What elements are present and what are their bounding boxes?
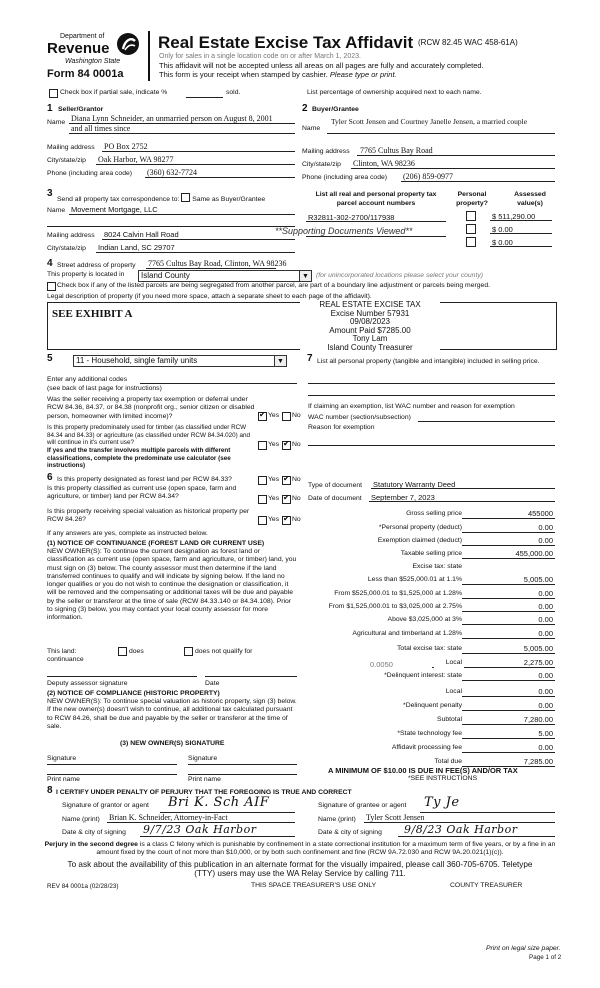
grantee-name[interactable]: Tyler Scott Jensen <box>366 813 425 822</box>
tax-row-leader <box>462 584 464 585</box>
perjury-body: is a class C felony which is punishable by confinement in a state correctional institution for a maximum term of five years, or by a fine in an amount fixed by the court of not more than $10,000, or by both such confinement and fine (RCW 9A.72.030 and RCW 9A.20.021(1)(c)). <box>96 841 556 856</box>
owner-print-field-1[interactable] <box>47 774 177 775</box>
assessed-value-2[interactable]: $ 0.00 <box>492 225 513 234</box>
street-address-label: Street address of property <box>57 262 136 269</box>
buyer-name-label: Name <box>302 125 321 132</box>
page-title: Real Estate Excise Tax Affidavit <box>158 33 414 52</box>
corr-name[interactable]: Movement Mortgage, LLC <box>71 205 158 214</box>
legal-desc-label: Legal description of property (if you need more space, attach a separate sheet to each page of the affidavit). <box>47 293 372 300</box>
forest-question: Is this property designated as forest land per RCW 84.33? <box>57 476 232 483</box>
tax-row-field[interactable] <box>464 624 555 625</box>
tax-row-label: From $525,000.01 to $1,525,000 at 1.28% <box>334 590 462 597</box>
segregated-checkbox[interactable] <box>47 282 56 291</box>
tax-row-value[interactable]: 455,000.00 <box>515 549 553 558</box>
buyer-city[interactable]: Clinton, WA 98236 <box>353 159 415 168</box>
corr-city[interactable]: Indian Land, SC 29707 <box>98 243 175 252</box>
personal-prop-checkbox-1[interactable] <box>466 211 476 221</box>
tax-row-label: Subtotal <box>437 716 462 723</box>
treasurer-stamp <box>300 301 440 353</box>
current-use-question: Is this property classified as current use (open space, farm and agriculture, or timber) land per RCW 84.34? <box>47 485 237 501</box>
deputy-signature-label: Deputy assessor signature <box>47 680 128 687</box>
tax-row-label: Taxable selling price <box>400 550 462 557</box>
timber-no-label: No <box>292 441 301 448</box>
buyer-city-line <box>351 168 555 169</box>
subtitle-3 <box>159 70 397 79</box>
tax-row-value[interactable]: 455000 <box>527 509 553 518</box>
buyer-name-line <box>327 133 555 134</box>
deputy-date-label: Date <box>205 680 220 687</box>
seller-mailing-line <box>102 151 295 152</box>
page-number: Page 1 of 2 <box>529 954 562 961</box>
segregated-label: Check box if any of the listed parcels are being segregated from another parcel, are part of a boundary line adjustment or parcels being merged. <box>57 282 490 289</box>
additional-codes-label: Enter any additional codes <box>47 376 128 383</box>
doc-date-label: Date of document <box>308 495 362 502</box>
reason-line[interactable] <box>308 445 555 446</box>
tax-row-leader <box>462 724 464 725</box>
seller-city[interactable]: Oak Harbor, WA 98277 <box>98 155 174 164</box>
assessed-col-header: Assessed value(s) <box>514 191 546 207</box>
additional-codes-note: (see back of last page for instructions) <box>47 385 162 392</box>
forest-yes-checkbox[interactable] <box>258 476 267 485</box>
tax-row-label: From $1,525,000.01 to $3,025,000 at 2.75% <box>328 603 462 610</box>
doc-date[interactable]: September 7, 2023 <box>371 493 435 502</box>
tax-row-value[interactable]: 0.00 <box>538 589 553 598</box>
timber-yes-label: Yes <box>268 441 280 448</box>
tax-row-value[interactable]: 0.00 <box>538 671 553 680</box>
forest-no-label: No <box>292 476 301 483</box>
grantor-date-line <box>140 836 295 837</box>
grantor-signature-label: Signature of grantor or agent <box>62 802 149 809</box>
additional-codes-field[interactable] <box>140 383 297 384</box>
corr-city-line <box>96 252 295 253</box>
partial-sale-label: Check box if partial sale, indicate % <box>60 89 168 96</box>
deputy-date-field[interactable] <box>205 676 297 677</box>
historic-yes-checkbox[interactable] <box>258 516 267 525</box>
buyer-phone-line <box>401 181 555 182</box>
use-code-select[interactable] <box>73 355 287 367</box>
exemption-claim-label: If claiming an exemption, list WAC number and reason for exemption <box>308 403 515 410</box>
tax-row-leader <box>462 624 464 625</box>
tax-row-value[interactable]: 5,005.00 <box>523 644 553 653</box>
continuance-label: continuance <box>47 656 84 663</box>
timber-note: If yes and the transfer involves multiple parcels with different classifications, complete the predominate use calculator (see instructions) <box>47 447 231 470</box>
grantor-signature[interactable]: Bri K. Sch AIF <box>168 795 270 810</box>
treasurer-use-label: THIS SPACE TREASURER'S USE ONLY <box>251 882 377 889</box>
grantee-date-line <box>398 836 555 837</box>
supporting-docs-note: **Supporting Documents Viewed** <box>275 226 413 236</box>
tax-row-value[interactable]: 0.00 <box>538 536 553 545</box>
exemption-question: Was the seller receiving a property tax exemption or deferral under RCW 84.36, 84.37, or 84.38 (nonprofit org., senior citizen or disabled person, homeowner with limited income)? <box>47 396 255 420</box>
revision-label: REV 84 0001a (02/28/23) <box>47 883 119 890</box>
exempt-no-label: No <box>292 412 301 419</box>
grantor-name-label: Name (print) <box>62 816 100 823</box>
seller-city-line <box>96 164 295 165</box>
tax-row-value[interactable]: 2,275.00 <box>523 658 553 667</box>
buyer-phone[interactable]: (206) 859-0977 <box>403 172 453 181</box>
exempt-yes-checkbox[interactable] <box>258 412 267 421</box>
tax-row-label: Total due <box>434 758 462 765</box>
personal-prop-checkbox-2[interactable] <box>466 224 476 234</box>
current-yes-checkbox[interactable] <box>258 495 267 504</box>
tax-row-value[interactable]: 0.00 <box>538 701 553 710</box>
subtitle-2: This affidavit will not be accepted unless all areas on all pages are fully and accurately completed. <box>159 61 484 70</box>
tax-row-label: Exemption claimed (deduct) <box>377 537 462 544</box>
partial-sold-label: sold. <box>226 89 241 96</box>
buyer-mailing-label: Mailing address <box>302 148 350 155</box>
notice-3-heading: (3) NEW OWNER(S) SIGNATURE <box>120 740 225 747</box>
section-1-number: 1 <box>47 103 53 114</box>
legal-desc-text[interactable]: SEE EXHIBIT A <box>52 308 133 320</box>
tax-row-leader <box>462 558 464 559</box>
grantee-signature[interactable]: Ty Je <box>424 795 460 810</box>
tax-row-field[interactable] <box>464 518 555 519</box>
section-5-number: 5 <box>47 353 53 364</box>
personal-property-line-1[interactable] <box>308 383 555 384</box>
parcel-1-line <box>306 221 446 222</box>
personal-property-label: List all personal property (tangible and intangible) included in selling price. <box>317 358 540 365</box>
forest-no-checkbox[interactable] <box>282 476 291 485</box>
tax-row-field[interactable] <box>464 532 555 533</box>
assessed-value-3[interactable]: $ 0.00 <box>492 238 513 247</box>
forest-yes-label: Yes <box>268 476 280 483</box>
does-checkbox[interactable] <box>118 647 127 656</box>
if-yes-note: If any answers are yes, complete as instructed below. <box>47 530 208 537</box>
tax-row-value[interactable]: 0.00 <box>538 629 553 638</box>
buyer-mailing[interactable]: 7765 Cultus Bay Road <box>360 146 433 155</box>
tax-row-value[interactable]: 0.00 <box>538 743 553 752</box>
does-label: does <box>129 648 144 655</box>
parcel-col-header: List all real and personal property tax parcel account numbers <box>315 191 437 207</box>
street-address[interactable]: 7765 Cultus Bay Road, Clinton, WA 98236 <box>148 259 287 268</box>
grantee-date-city[interactable]: 9/8/23 Oak Harbor <box>404 823 518 836</box>
owner-signature-label-2: Signature <box>188 755 218 762</box>
perjury-heading: Perjury in the second degree <box>44 841 138 848</box>
seller-phone-label: Phone (including area code) <box>47 170 133 177</box>
corr-mailing[interactable]: 8024 Calvin Hall Road <box>104 230 179 239</box>
does-not-checkbox[interactable] <box>184 647 193 656</box>
tax-row-leader <box>462 752 464 753</box>
county-select-value: Island County <box>141 271 190 280</box>
stamp-line-2: Excise Number 57931 <box>330 308 410 318</box>
tax-row-leader <box>462 638 464 639</box>
doc-type[interactable]: Statutory Warranty Deed <box>373 480 456 489</box>
tax-row-field[interactable] <box>464 738 555 739</box>
corr-name-line-2 <box>47 226 295 227</box>
tax-row-field[interactable] <box>464 653 555 654</box>
tax-row-leader <box>462 518 464 519</box>
doc-type-line <box>371 488 555 489</box>
historic-no-checkbox[interactable] <box>282 516 291 525</box>
certify-heading: I CERTIFY UNDER PENALTY OF PERJURY THAT THE FOREGOING IS TRUE AND CORRECT <box>56 789 352 796</box>
county-treasurer-label: COUNTY TREASURER <box>450 882 523 889</box>
tax-row-value[interactable]: 7,280.00 <box>523 715 553 724</box>
tax-row-label: Excise tax: state <box>412 563 462 570</box>
historic-no-label: No <box>292 516 301 523</box>
tax-row-label: Local <box>445 659 462 666</box>
timber-question: Is this property predominately used for timber (as classified under RCW 84.34 and 84.33) or agriculture (as classified under RCW 84.34.020) and will continue in it's current use? <box>47 424 251 447</box>
tax-row-leader <box>462 696 464 697</box>
deputy-signature-field[interactable] <box>47 676 197 677</box>
seller-name-label: Name <box>47 119 66 126</box>
section-6-number: 6 <box>47 472 53 483</box>
seller-phone-line <box>145 177 295 178</box>
grantee-signature-line <box>420 812 555 813</box>
tax-row-leader <box>462 532 464 533</box>
alt-format-line-1: To ask about the availability of this publication in an alternate format for the visually impaired, please call 360-705-6705. Teletype <box>67 860 533 869</box>
tax-row-value[interactable]: 0.00 <box>538 615 553 624</box>
rcw-reference: (RCW 82.45 WAC 458-61A) <box>418 38 518 47</box>
timber-no-checkbox[interactable] <box>282 441 291 450</box>
notice-1-heading: (1) NOTICE OF CONTINUANCE (FOREST LAND OR CURRENT USE) <box>47 540 265 547</box>
tax-row-field[interactable] <box>464 558 555 559</box>
correspondence-heading <box>57 192 265 203</box>
revenue-logo-icon <box>116 32 140 58</box>
parcel-2-line <box>306 236 446 237</box>
current-yes-label: Yes <box>268 495 280 502</box>
wac-label: WAC number (section/subsection) <box>308 414 411 421</box>
seller-phone[interactable]: (360) 632-7724 <box>147 168 197 177</box>
seller-heading: Seller/Grantor <box>58 106 104 113</box>
doc-date-line <box>369 501 555 502</box>
alt-format-note <box>40 860 560 878</box>
assessed-line-3 <box>490 246 552 247</box>
tax-row-field[interactable] <box>464 710 555 711</box>
tax-row-label: Local <box>445 688 462 695</box>
owner-print-field-2[interactable] <box>188 774 297 775</box>
tax-row-field[interactable] <box>464 638 555 639</box>
section-7-number: 7 <box>307 353 313 364</box>
wac-field[interactable] <box>418 421 555 422</box>
assessed-line-2 <box>490 233 552 234</box>
buyer-name[interactable]: Tyler Scott Jensen and Courtney Janelle Jensen, a married couple <box>331 117 528 126</box>
tax-row-field[interactable] <box>464 667 555 668</box>
grantor-date-city[interactable]: 9/7/23 Oak Harbor <box>143 823 257 836</box>
tax-row-leader <box>462 611 464 612</box>
reason-label: Reason for exemption <box>308 424 375 431</box>
tax-row-label: Total excise tax: state <box>397 645 462 652</box>
stamp-line-5: Tony Lam <box>352 334 388 344</box>
section-2-number: 2 <box>302 103 308 114</box>
tax-row-leader <box>462 545 464 546</box>
assessed-line-1 <box>490 220 552 221</box>
tax-row-label: Affidavit processing fee <box>391 744 462 751</box>
exempt-no-checkbox[interactable] <box>282 412 291 421</box>
county-hint: (for unincorporated locations please select your county) <box>316 272 483 279</box>
buyer-city-label: City/state/zip <box>302 161 341 168</box>
subtitle-1: Only for sales in a single location code on or after March 1, 2023. <box>159 53 361 60</box>
tax-row-value[interactable]: 7,285.00 <box>523 757 553 766</box>
seller-name-line-2 <box>69 133 295 134</box>
tax-row-leader <box>462 710 464 711</box>
current-no-label: No <box>292 495 301 502</box>
personal-prop-checkbox-3[interactable] <box>466 237 476 247</box>
tax-row-field[interactable] <box>464 696 555 697</box>
partial-percent-field[interactable] <box>186 97 223 98</box>
receipt-note: This form is your receipt when stamped by cashier. <box>159 70 328 79</box>
tax-row-label: *Personal property (deduct) <box>378 524 462 531</box>
corr-name-label: Name <box>47 207 66 214</box>
form-number: Form 84 0001a <box>47 68 124 80</box>
doc-type-label: Type of document <box>308 482 363 489</box>
current-no-checkbox[interactable] <box>282 495 291 504</box>
county-select[interactable] <box>138 270 312 282</box>
tax-row-label: Above $3,025,000 at 3% <box>387 616 462 623</box>
timber-yes-checkbox[interactable] <box>258 441 267 450</box>
buyer-heading: Buyer/Grantee <box>312 106 359 113</box>
type-print-note: Please type or print. <box>329 70 397 79</box>
tax-row-label: Gross selling price <box>406 510 462 517</box>
tax-row-label: *Delinquent interest: state <box>384 672 462 679</box>
tax-row-field[interactable] <box>464 724 555 725</box>
ownership-note: List percentage of ownership acquired next to each name. <box>307 89 482 96</box>
street-address-line <box>146 268 276 269</box>
same-as-buyer-label: Same as Buyer/Grantee <box>192 196 266 203</box>
tax-row-leader <box>462 738 464 739</box>
owner-signature-field-2[interactable] <box>188 764 297 765</box>
owner-signature-field-1[interactable] <box>47 764 177 765</box>
alt-format-line-2: (TTY) users may use the WA Relay Service by calling 711. <box>194 869 406 878</box>
notice-2-body: NEW OWNER(S): To continue special valuation as historic property, sign (3) below. If the new owner(s) doesn't wish to continue, all additional tax calculated pursuant to RCW 84.26, shall be due and payable by the seller or transferor at the time of sale. <box>47 698 297 730</box>
grantee-date-label: Date & city of signing <box>318 829 382 836</box>
seller-mailing[interactable]: PO Box 2752 <box>104 142 148 151</box>
see-instructions: *SEE INSTRUCTIONS <box>408 775 478 782</box>
grantor-date-label: Date & city of signing <box>62 829 126 836</box>
notice-1-body: NEW OWNER(S): To continue the current designation as forest land or classification as current use (open space, farm and agriculture, or timber) land, you must sign on (3) below. The county assessor must then determine if the land transferred continues to qualify and will indicate by signing below. If the land no longer qualifies or you do not wish to continue the designation or classification, it will be removed and the compensating or additional taxes will be due and payable by the seller or transferor at the time of sale (RCW 84.33.140 or 84.34.108). Prior to signing (3) below, you may contact your local county assessor for more information. <box>47 548 297 622</box>
local-rate: 0.0050 <box>370 660 393 669</box>
corr-city-label: City/state/zip <box>47 245 86 252</box>
personal-col-header: Personal property? <box>456 191 488 207</box>
seller-mailing-label: Mailing address <box>47 144 95 151</box>
tax-row-value[interactable]: 0.00 <box>538 602 553 611</box>
historic-yes-label: Yes <box>268 516 280 523</box>
tax-row-leader <box>462 598 464 599</box>
tax-row-field[interactable] <box>464 545 555 546</box>
personal-property-line-2[interactable] <box>308 395 555 396</box>
owner-print-label-2: Print name <box>188 776 221 783</box>
seller-name-1[interactable]: Diana Lynn Schneider, an unmarried person on August 8, 2001 <box>71 114 273 123</box>
tax-row-label: *State technology fee <box>397 730 462 737</box>
grantee-name-label: Name (print) <box>318 816 356 823</box>
notice-2-heading: (2) NOTICE OF COMPLIANCE (HISTORIC PROPERTY) <box>47 690 220 697</box>
historic-question: Is this property receiving special valuation as historical property per RCW 84.26? <box>47 508 250 524</box>
grantor-name[interactable]: Brian K. Schneider, Attorney-in-Fact <box>109 813 228 822</box>
corr-mailing-label: Mailing address <box>47 232 95 239</box>
tax-row-label: Agricultural and timberland at 1.28% <box>352 630 462 637</box>
state-label: Washington State <box>65 58 121 65</box>
buyer-phone-label: Phone (including area code) <box>302 174 388 181</box>
does-not-label: does not qualify for <box>195 648 253 655</box>
correspondence-label: Send all property tax correspondence to: <box>57 196 180 203</box>
stamp-line-1: REAL ESTATE EXCISE TAX <box>319 300 421 309</box>
owner-print-label-1: Print name <box>47 776 80 783</box>
dept-of-label: Department of <box>60 33 105 40</box>
tax-row-field[interactable] <box>464 598 555 599</box>
tax-row-field[interactable] <box>464 752 555 753</box>
header-divider <box>148 31 150 81</box>
tax-row-label: Less than $525,000.01 at 1.1% <box>367 576 462 583</box>
use-code-value: 11 - Household, single family units <box>76 356 198 365</box>
perjury-note <box>40 841 560 857</box>
chevron-down-icon[interactable]: ▼ <box>299 271 311 281</box>
stamp-line-6: Island County Treasurer <box>327 342 413 352</box>
stamp-line-3: 09/08/2023 <box>349 317 391 327</box>
same-as-buyer-checkbox[interactable] <box>181 193 190 202</box>
owner-signature-label-1: Signature <box>47 755 77 762</box>
tax-row-field[interactable] <box>464 680 555 681</box>
section-8-number: 8 <box>47 785 53 796</box>
tax-row-label: *Delinquent penalty <box>403 702 462 709</box>
legal-paper-note: Print on legal size paper. <box>486 945 561 952</box>
tax-row-value[interactable]: 5,005.00 <box>523 575 553 584</box>
parcel-1[interactable]: R32811-302-2700/117938 <box>308 213 395 222</box>
tax-row-leader <box>462 653 464 654</box>
grantee-signature-label: Signature of grantee or agent <box>318 802 407 809</box>
seller-city-label: City/state/zip <box>47 157 86 164</box>
tax-row-value[interactable]: 0.00 <box>538 523 553 532</box>
corr-mailing-line <box>102 239 295 240</box>
tax-row-field[interactable] <box>464 611 555 612</box>
tax-row-value[interactable]: 5.00 <box>538 729 553 738</box>
located-label: This property is located in <box>47 271 125 278</box>
tax-row-leader <box>462 680 464 681</box>
chevron-down-icon[interactable]: ▼ <box>274 356 286 366</box>
section-4-number: 4 <box>47 258 53 269</box>
buyer-mailing-line <box>357 155 555 156</box>
exempt-yes-label: Yes <box>268 412 280 419</box>
stamp-line-4: Amount Paid $7285.00 <box>329 325 411 335</box>
assessed-value-1[interactable]: $ 511,290.00 <box>492 212 536 221</box>
tax-row-leader <box>432 667 434 668</box>
corr-name-line <box>69 214 295 215</box>
minimum-note: A MINIMUM OF $10.00 IS DUE IN FEE(S) AND/OR TAX <box>328 766 518 775</box>
tax-row-field[interactable] <box>464 584 555 585</box>
tax-row-value[interactable]: 0.00 <box>538 687 553 696</box>
this-land-label: This land: <box>47 648 77 655</box>
revenue-logo-text: Revenue <box>47 40 110 57</box>
seller-name-2[interactable]: and all times since <box>71 124 131 133</box>
partial-sale-checkbox[interactable] <box>49 89 58 98</box>
section-3-number: 3 <box>47 188 53 199</box>
